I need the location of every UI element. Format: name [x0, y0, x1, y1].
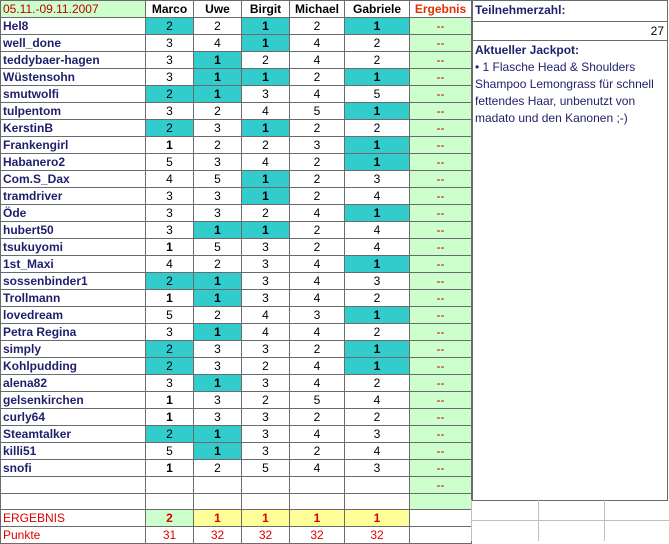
- participant-name-cell[interactable]: Kohlpudding: [1, 358, 146, 375]
- tip-cell-michael[interactable]: 4: [290, 375, 345, 392]
- tip-cell-marco[interactable]: 2: [146, 341, 194, 358]
- grid-line: [604, 500, 605, 541]
- ergebnis-cell-marco[interactable]: 2: [146, 510, 194, 527]
- tip-cell-gabriele[interactable]: 2: [345, 290, 410, 307]
- tip-cell-birgit[interactable]: 4: [242, 307, 290, 324]
- tip-cell-gabriele[interactable]: 1: [345, 103, 410, 120]
- result-cell[interactable]: --: [410, 188, 472, 205]
- result-cell[interactable]: --: [410, 375, 472, 392]
- tip-cell-birgit[interactable]: 1: [242, 18, 290, 35]
- participant-name-cell[interactable]: killi51: [1, 443, 146, 460]
- tip-cell-michael[interactable]: 4: [290, 52, 345, 69]
- result-cell[interactable]: --: [410, 256, 472, 273]
- tip-cell-birgit[interactable]: 3: [242, 239, 290, 256]
- tip-cell-marco[interactable]: 1: [146, 392, 194, 409]
- participant-name-cell[interactable]: tramdriver: [1, 188, 146, 205]
- tip-cell-michael[interactable]: 4: [290, 290, 345, 307]
- tip-cell-birgit[interactable]: 3: [242, 341, 290, 358]
- empty-cell[interactable]: [146, 494, 194, 510]
- ergebnis-row: [1, 510, 472, 527]
- table-row: [1, 307, 472, 324]
- participant-name-cell[interactable]: teddybaer-hagen: [1, 52, 146, 69]
- jackpot-label: Aktueller Jackpot:: [475, 43, 580, 57]
- tip-cell-gabriele[interactable]: 3: [345, 171, 410, 188]
- tip-cell-michael[interactable]: 5: [290, 103, 345, 120]
- result-cell[interactable]: --: [410, 392, 472, 409]
- tip-cell-gabriele[interactable]: 1: [345, 154, 410, 171]
- table-row-empty: [1, 477, 472, 494]
- tip-cell-marco[interactable]: 5: [146, 154, 194, 171]
- tip-cell-uwe[interactable]: 1: [194, 426, 242, 443]
- tip-cell-gabriele[interactable]: 3: [345, 426, 410, 443]
- tip-cell-michael[interactable]: 5: [290, 392, 345, 409]
- tip-cell-birgit[interactable]: 3: [242, 443, 290, 460]
- tip-cell-marco[interactable]: 1: [146, 137, 194, 154]
- tip-cell-marco[interactable]: 1: [146, 409, 194, 426]
- tip-cell-gabriele[interactable]: 4: [345, 222, 410, 239]
- tip-cell-marco[interactable]: 2: [146, 18, 194, 35]
- tip-cell-michael[interactable]: 4: [290, 35, 345, 52]
- tip-cell-uwe[interactable]: 1: [194, 273, 242, 290]
- empty-cell[interactable]: [194, 477, 242, 494]
- table-row: [1, 392, 472, 409]
- table-row: [1, 358, 472, 375]
- tip-cell-marco[interactable]: 5: [146, 443, 194, 460]
- tip-cell-uwe[interactable]: 1: [194, 69, 242, 86]
- tip-cell-birgit[interactable]: 2: [242, 137, 290, 154]
- participant-name-cell[interactable]: Habanero2: [1, 154, 146, 171]
- table-row: [1, 426, 472, 443]
- tip-cell-michael[interactable]: 4: [290, 205, 345, 222]
- tip-cell-michael[interactable]: 2: [290, 18, 345, 35]
- tip-cell-uwe[interactable]: 2: [194, 256, 242, 273]
- tip-cell-gabriele[interactable]: 4: [345, 188, 410, 205]
- tip-cell-uwe[interactable]: 3: [194, 358, 242, 375]
- participant-name-cell[interactable]: snofi: [1, 460, 146, 477]
- result-cell[interactable]: --: [410, 358, 472, 375]
- tip-cell-michael[interactable]: 2: [290, 120, 345, 137]
- tip-cell-michael[interactable]: 4: [290, 273, 345, 290]
- ergebnis-cell-gabriele[interactable]: 1: [345, 510, 410, 527]
- tip-cell-gabriele[interactable]: 2: [345, 375, 410, 392]
- tip-cell-gabriele[interactable]: 1: [345, 69, 410, 86]
- table-row: [1, 324, 472, 341]
- participant-name-cell[interactable]: tsukuyomi: [1, 239, 146, 256]
- tip-cell-michael[interactable]: 2: [290, 409, 345, 426]
- result-cell[interactable]: --: [410, 307, 472, 324]
- result-cell[interactable]: --: [410, 52, 472, 69]
- participant-name-cell[interactable]: sossenbinder1: [1, 273, 146, 290]
- table-row: [1, 239, 472, 256]
- tip-cell-uwe[interactable]: 3: [194, 188, 242, 205]
- tip-cell-birgit[interactable]: 1: [242, 69, 290, 86]
- ergebnis-cell-uwe[interactable]: 1: [194, 510, 242, 527]
- tip-cell-uwe[interactable]: 3: [194, 341, 242, 358]
- grid-line: [472, 520, 669, 521]
- col-header-birgit[interactable]: Birgit: [242, 1, 290, 18]
- result-cell[interactable]: --: [410, 409, 472, 426]
- table-row: [1, 205, 472, 222]
- result-cell[interactable]: --: [410, 222, 472, 239]
- result-cell[interactable]: --: [410, 460, 472, 477]
- date-range-cell[interactable]: 05.11.-09.11.2007: [1, 1, 146, 18]
- tip-cell-birgit[interactable]: 2: [242, 52, 290, 69]
- participant-name-cell[interactable]: Petra Regina: [1, 324, 146, 341]
- empty-cell[interactable]: [290, 477, 345, 494]
- tip-cell-gabriele[interactable]: 2: [345, 409, 410, 426]
- tip-cell-michael[interactable]: 2: [290, 239, 345, 256]
- result-cell[interactable]: --: [410, 341, 472, 358]
- participant-name-cell[interactable]: smutwolfi: [1, 86, 146, 103]
- grid-line: [471, 500, 472, 541]
- tip-cell-marco[interactable]: 3: [146, 35, 194, 52]
- punkte-cell-marco[interactable]: 31: [146, 527, 194, 544]
- table-row: [1, 341, 472, 358]
- participants-count-cell[interactable]: [472, 21, 668, 41]
- tip-cell-uwe[interactable]: 5: [194, 239, 242, 256]
- punkte-label[interactable]: Punkte: [1, 527, 146, 544]
- tip-cell-birgit[interactable]: 2: [242, 205, 290, 222]
- tip-cell-gabriele[interactable]: 3: [345, 273, 410, 290]
- result-cell[interactable]: --: [410, 273, 472, 290]
- participant-name-cell[interactable]: Com.S_Dax: [1, 171, 146, 188]
- tip-cell-marco[interactable]: 1: [146, 460, 194, 477]
- punkte-cell-gabriele[interactable]: 32: [345, 527, 410, 544]
- result-cell[interactable]: --: [410, 103, 472, 120]
- tip-cell-marco[interactable]: 3: [146, 205, 194, 222]
- tip-cell-uwe[interactable]: 1: [194, 443, 242, 460]
- tip-cell-gabriele[interactable]: 1: [345, 341, 410, 358]
- table-row: [1, 273, 472, 290]
- tip-cell-birgit[interactable]: 1: [242, 35, 290, 52]
- table-row: [1, 222, 472, 239]
- participant-name-cell[interactable]: Hel8: [1, 18, 146, 35]
- table-row: [1, 18, 472, 35]
- participant-name-cell[interactable]: KerstinB: [1, 120, 146, 137]
- tip-cell-michael[interactable]: 2: [290, 171, 345, 188]
- tip-cell-marco[interactable]: 3: [146, 324, 194, 341]
- tip-cell-uwe[interactable]: 2: [194, 307, 242, 324]
- result-cell[interactable]: --: [410, 205, 472, 222]
- jackpot-text: • 1 Flasche Head & Shoulders Shampoo Lemongrass für schnell fettendes Haar, unbenutzt von madato und den Kanonen ;-): [475, 60, 654, 125]
- tip-cell-birgit[interactable]: 3: [242, 426, 290, 443]
- participant-name-cell[interactable]: tulpentom: [1, 103, 146, 120]
- tip-cell-birgit[interactable]: 1: [242, 222, 290, 239]
- tip-cell-gabriele[interactable]: 1: [345, 307, 410, 324]
- participants-label: Teilnehmerzahl:: [475, 3, 566, 17]
- empty-cell[interactable]: [242, 477, 290, 494]
- tip-cell-birgit[interactable]: 1: [242, 188, 290, 205]
- table-row: [1, 52, 472, 69]
- tip-cell-gabriele[interactable]: 1: [345, 205, 410, 222]
- ergebnis-label[interactable]: ERGEBNIS: [1, 510, 146, 527]
- header-row: [1, 1, 472, 18]
- tip-cell-birgit[interactable]: 3: [242, 409, 290, 426]
- participant-name-cell[interactable]: lovedream: [1, 307, 146, 324]
- tip-cell-marco[interactable]: 2: [146, 358, 194, 375]
- tip-cell-birgit[interactable]: 3: [242, 290, 290, 307]
- empty-cell[interactable]: [1, 477, 146, 494]
- col-header-uwe[interactable]: Uwe: [194, 1, 242, 18]
- spacer-row: [1, 494, 472, 510]
- result-cell[interactable]: --: [410, 35, 472, 52]
- punkte-cell-michael[interactable]: 32: [290, 527, 345, 544]
- tip-cell-gabriele[interactable]: 2: [345, 52, 410, 69]
- result-cell[interactable]: --: [410, 290, 472, 307]
- col-header-michael[interactable]: Michael: [290, 1, 345, 18]
- result-cell[interactable]: --: [410, 120, 472, 137]
- tip-cell-gabriele[interactable]: 2: [345, 324, 410, 341]
- tip-cell-gabriele[interactable]: 2: [345, 120, 410, 137]
- tip-cell-michael[interactable]: 2: [290, 443, 345, 460]
- tip-cell-marco[interactable]: 2: [146, 120, 194, 137]
- participants-count: 27: [650, 24, 664, 38]
- tip-cell-michael[interactable]: 2: [290, 341, 345, 358]
- tip-cell-uwe[interactable]: 3: [194, 120, 242, 137]
- table-row: [1, 375, 472, 392]
- table-row: [1, 154, 472, 171]
- tip-cell-michael[interactable]: 2: [290, 69, 345, 86]
- table-row: [1, 171, 472, 188]
- tip-cell-gabriele[interactable]: 1: [345, 18, 410, 35]
- tip-cell-marco[interactable]: 1: [146, 239, 194, 256]
- tip-cell-birgit[interactable]: 3: [242, 86, 290, 103]
- table-row: [1, 460, 472, 477]
- empty-cell[interactable]: [410, 510, 472, 527]
- tip-cell-birgit[interactable]: 1: [242, 171, 290, 188]
- tip-cell-marco[interactable]: 4: [146, 256, 194, 273]
- col-header-gabriele[interactable]: Gabriele: [345, 1, 410, 18]
- tip-cell-marco[interactable]: 2: [146, 273, 194, 290]
- tip-cell-michael[interactable]: 4: [290, 324, 345, 341]
- participant-name-cell[interactable]: well_done: [1, 35, 146, 52]
- empty-cell[interactable]: [345, 494, 410, 510]
- table-row: [1, 137, 472, 154]
- tip-cell-uwe[interactable]: 2: [194, 460, 242, 477]
- participant-name-cell[interactable]: Trollmann: [1, 290, 146, 307]
- tip-cell-gabriele[interactable]: 5: [345, 86, 410, 103]
- empty-cell[interactable]: [1, 494, 146, 510]
- table-row: [1, 409, 472, 426]
- empty-cell[interactable]: [146, 477, 194, 494]
- tip-cell-marco[interactable]: 3: [146, 188, 194, 205]
- table-row: [1, 69, 472, 86]
- tip-cell-birgit[interactable]: 5: [242, 460, 290, 477]
- result-cell[interactable]: --: [410, 18, 472, 35]
- tip-cell-uwe[interactable]: 2: [194, 18, 242, 35]
- empty-cell[interactable]: [194, 494, 242, 510]
- tip-cell-uwe[interactable]: 3: [194, 409, 242, 426]
- tip-cell-gabriele[interactable]: 2: [345, 35, 410, 52]
- tip-cell-uwe[interactable]: 4: [194, 35, 242, 52]
- empty-cell[interactable]: [242, 494, 290, 510]
- result-cell[interactable]: --: [410, 477, 472, 494]
- tip-cell-gabriele[interactable]: 1: [345, 358, 410, 375]
- tip-cell-gabriele[interactable]: 4: [345, 392, 410, 409]
- tip-cell-michael[interactable]: 4: [290, 426, 345, 443]
- tip-cell-uwe[interactable]: 3: [194, 205, 242, 222]
- ergebnis-cell-birgit[interactable]: 1: [242, 510, 290, 527]
- result-cell[interactable]: --: [410, 86, 472, 103]
- tip-cell-michael[interactable]: 4: [290, 256, 345, 273]
- tip-cell-birgit[interactable]: 3: [242, 273, 290, 290]
- tip-cell-birgit[interactable]: 4: [242, 154, 290, 171]
- participant-name-cell[interactable]: curly64: [1, 409, 146, 426]
- punkte-cell-uwe[interactable]: 32: [194, 527, 242, 544]
- tip-cell-marco[interactable]: 3: [146, 52, 194, 69]
- table-row: [1, 86, 472, 103]
- tip-cell-michael[interactable]: 4: [290, 86, 345, 103]
- table-row: [1, 103, 472, 120]
- result-cell[interactable]: --: [410, 69, 472, 86]
- grid-line: [538, 500, 539, 541]
- participant-name-cell[interactable]: simply: [1, 341, 146, 358]
- tip-cell-marco[interactable]: 3: [146, 375, 194, 392]
- tip-cell-uwe[interactable]: 3: [194, 154, 242, 171]
- empty-cell[interactable]: [345, 477, 410, 494]
- tip-cell-marco[interactable]: 3: [146, 222, 194, 239]
- tip-cell-michael[interactable]: 2: [290, 154, 345, 171]
- table-row: [1, 443, 472, 460]
- result-cell[interactable]: [410, 494, 472, 510]
- tip-cell-marco[interactable]: 4: [146, 171, 194, 188]
- tip-cell-gabriele[interactable]: 1: [345, 137, 410, 154]
- tip-cell-marco[interactable]: 2: [146, 426, 194, 443]
- result-cell[interactable]: --: [410, 239, 472, 256]
- tip-cell-uwe[interactable]: 1: [194, 222, 242, 239]
- result-cell[interactable]: --: [410, 154, 472, 171]
- result-cell[interactable]: --: [410, 137, 472, 154]
- tip-cell-birgit[interactable]: 3: [242, 256, 290, 273]
- tip-cell-michael[interactable]: 2: [290, 222, 345, 239]
- tip-cell-birgit[interactable]: 1: [242, 120, 290, 137]
- tip-cell-marco[interactable]: 3: [146, 103, 194, 120]
- result-cell[interactable]: --: [410, 324, 472, 341]
- participant-name-cell[interactable]: alena82: [1, 375, 146, 392]
- tip-cell-uwe[interactable]: 1: [194, 290, 242, 307]
- jackpot-box[interactable]: [472, 40, 668, 501]
- participant-name-cell[interactable]: Wüstensohn: [1, 69, 146, 86]
- tip-cell-gabriele[interactable]: 4: [345, 443, 410, 460]
- tip-cell-marco[interactable]: 5: [146, 307, 194, 324]
- tip-cell-birgit[interactable]: 2: [242, 358, 290, 375]
- tip-cell-michael[interactable]: 2: [290, 188, 345, 205]
- table-row: [1, 35, 472, 52]
- table-row: [1, 120, 472, 137]
- tip-cell-gabriele[interactable]: 1: [345, 256, 410, 273]
- col-header-marco[interactable]: Marco: [146, 1, 194, 18]
- tip-cell-uwe[interactable]: 2: [194, 137, 242, 154]
- tip-cell-birgit[interactable]: 4: [242, 103, 290, 120]
- participant-name-cell[interactable]: Steamtalker: [1, 426, 146, 443]
- table-row: [1, 290, 472, 307]
- participant-name-cell[interactable]: hubert50: [1, 222, 146, 239]
- tip-cell-michael[interactable]: 3: [290, 137, 345, 154]
- tip-cell-gabriele[interactable]: 4: [345, 239, 410, 256]
- tip-cell-marco[interactable]: 3: [146, 69, 194, 86]
- tip-cell-uwe[interactable]: 2: [194, 103, 242, 120]
- participant-name-cell[interactable]: 1st_Maxi: [1, 256, 146, 273]
- result-cell[interactable]: --: [410, 171, 472, 188]
- tip-cell-uwe[interactable]: 1: [194, 52, 242, 69]
- empty-cell[interactable]: [290, 494, 345, 510]
- participant-name-cell[interactable]: Frankengirl: [1, 137, 146, 154]
- result-cell[interactable]: --: [410, 443, 472, 460]
- info-panel: [472, 0, 669, 541]
- tip-cell-uwe[interactable]: 1: [194, 324, 242, 341]
- result-cell[interactable]: --: [410, 426, 472, 443]
- tip-cell-michael[interactable]: 4: [290, 358, 345, 375]
- tip-cell-michael[interactable]: 4: [290, 460, 345, 477]
- tip-cell-gabriele[interactable]: 3: [345, 460, 410, 477]
- participant-name-cell[interactable]: Öde: [1, 205, 146, 222]
- tip-cell-uwe[interactable]: 3: [194, 392, 242, 409]
- tip-cell-birgit[interactable]: 2: [242, 392, 290, 409]
- tip-cell-marco[interactable]: 1: [146, 290, 194, 307]
- punkte-cell-birgit[interactable]: 32: [242, 527, 290, 544]
- tip-cell-michael[interactable]: 3: [290, 307, 345, 324]
- tip-cell-uwe[interactable]: 5: [194, 171, 242, 188]
- table-row: [1, 256, 472, 273]
- tip-cell-marco[interactable]: 2: [146, 86, 194, 103]
- tip-cell-uwe[interactable]: 1: [194, 375, 242, 392]
- col-header-ergebnis[interactable]: Ergebnis: [410, 1, 472, 18]
- table-row: [1, 188, 472, 205]
- participants-label-cell[interactable]: [472, 0, 668, 22]
- tip-cell-uwe[interactable]: 1: [194, 86, 242, 103]
- tip-cell-birgit[interactable]: 4: [242, 324, 290, 341]
- tip-cell-birgit[interactable]: 3: [242, 375, 290, 392]
- ergebnis-cell-michael[interactable]: 1: [290, 510, 345, 527]
- participant-name-cell[interactable]: gelsenkirchen: [1, 392, 146, 409]
